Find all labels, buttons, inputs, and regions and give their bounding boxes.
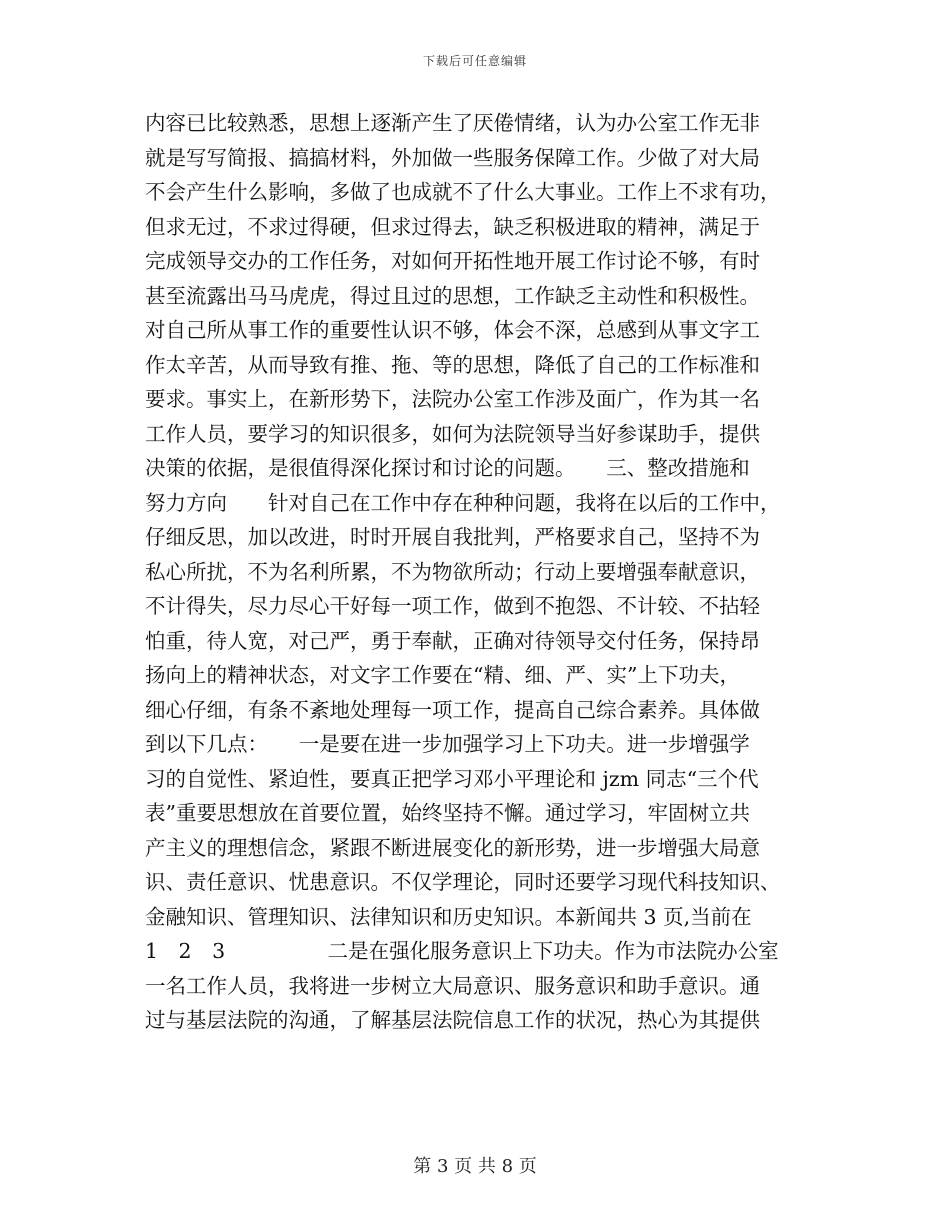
body-line: 识、责任意识、忧患意识。不仅学理论，同时还要学习现代科技知识、 — [145, 870, 781, 894]
body-line: 工作人员，要学习的知识很多，如何为法院领导当好参谋助手，提供 — [145, 421, 760, 446]
body-line: 努力方向 针对自己在工作中存在种种问题，我将在以后的工作中， — [145, 490, 781, 515]
body-line: 仔细反思，加以改进，时时开展自我批判，严格要求自己，坚持不为 — [145, 525, 760, 549]
body-line: 完成领导交办的工作任务，对如何开拓性地开展工作讨论不够，有时 — [145, 249, 760, 273]
body-line: 私心所扰，不为名利所累，不为物欲所动；行动上要增强奉献意识， — [145, 559, 760, 584]
document-body — [145, 106, 805, 1038]
body-line: 扬向上的精神状态，对文字工作要在“精、细、严、实”上下功夫， — [145, 663, 740, 687]
body-line: 怕重，待人宽，对己严，勇于奉献，正确对待领导交付任务，保持昂 — [145, 628, 760, 653]
body-line: 不计得失，尽力尽心干好每一项工作，做到不抱怨、不计较、不拈轻 — [145, 594, 760, 618]
body-line: 一名工作人员，我将进一步树立大局意识、服务意识和助手意识。通 — [145, 973, 760, 998]
body-line: 作太辛苦，从而导致有推、拖、等的思想，降低了自己的工作标准和 — [145, 352, 760, 377]
body-line: 金融知识、管理知识、法律知识和历史知识。本新闻共 3 页,当前在 — [145, 904, 752, 929]
body-line: 决策的依据，是很值得深化探讨和讨论的问题。 三、整改措施和 — [145, 456, 750, 480]
body-line: 但求无过，不求过得硬，但求过得去，缺乏积极进取的精神，满足于 — [145, 214, 760, 239]
page-header-note: 下载后可任意编辑 — [422, 54, 527, 68]
body-line: 要求。事实上，在新形势下，法院办公室工作涉及面广，作为其一名 — [145, 387, 760, 411]
body-line: 产主义的理想信念，紧跟不断进展变化的新形势，进一步增强大局意 — [145, 835, 760, 860]
body-line: 不会产生什么影响，多做了也成就不了什么大事业。工作上不求有功， — [145, 180, 781, 204]
body-line: 内容已比较熟悉，思想上逐渐产生了厌倦情绪，认为办公室工作无非 — [145, 111, 760, 135]
page-number-footer: 第 3 页 共 8 页 — [413, 1156, 537, 1177]
body-line: 过与基层法院的沟通，了解基层法院信息工作的状况，热心为其提供 — [145, 1008, 760, 1032]
body-line: 到以下几点： 一是要在进一步加强学习上下功夫。进一步增强学 — [145, 732, 750, 756]
body-line: 对自己所从事工作的重要性认识不够，体会不深，总感到从事文字工 — [145, 318, 760, 342]
body-line: 1 2 3 二是在强化服务意识上下功夫。作为市法院办公室 — [145, 939, 779, 963]
body-line: 甚至流露出马马虎虎，得过且过的思想，工作缺乏主动性和积极性。 — [145, 283, 760, 308]
body-line: 表”重要思想放在首要位置，始终坚持不懈。通过学习，牢固树立共 — [145, 801, 750, 825]
body-line: 就是写写简报、搞搞材料，外加做一些服务保障工作。少做了对大局 — [145, 145, 760, 170]
body-line: 习的自觉性、紧迫性，要真正把学习邓小平理论和 jzm 同志“三个代 — [145, 766, 759, 791]
body-line: 细心仔细，有条不紊地处理每一项工作，提高自己综合素养。具体做 — [145, 697, 760, 722]
